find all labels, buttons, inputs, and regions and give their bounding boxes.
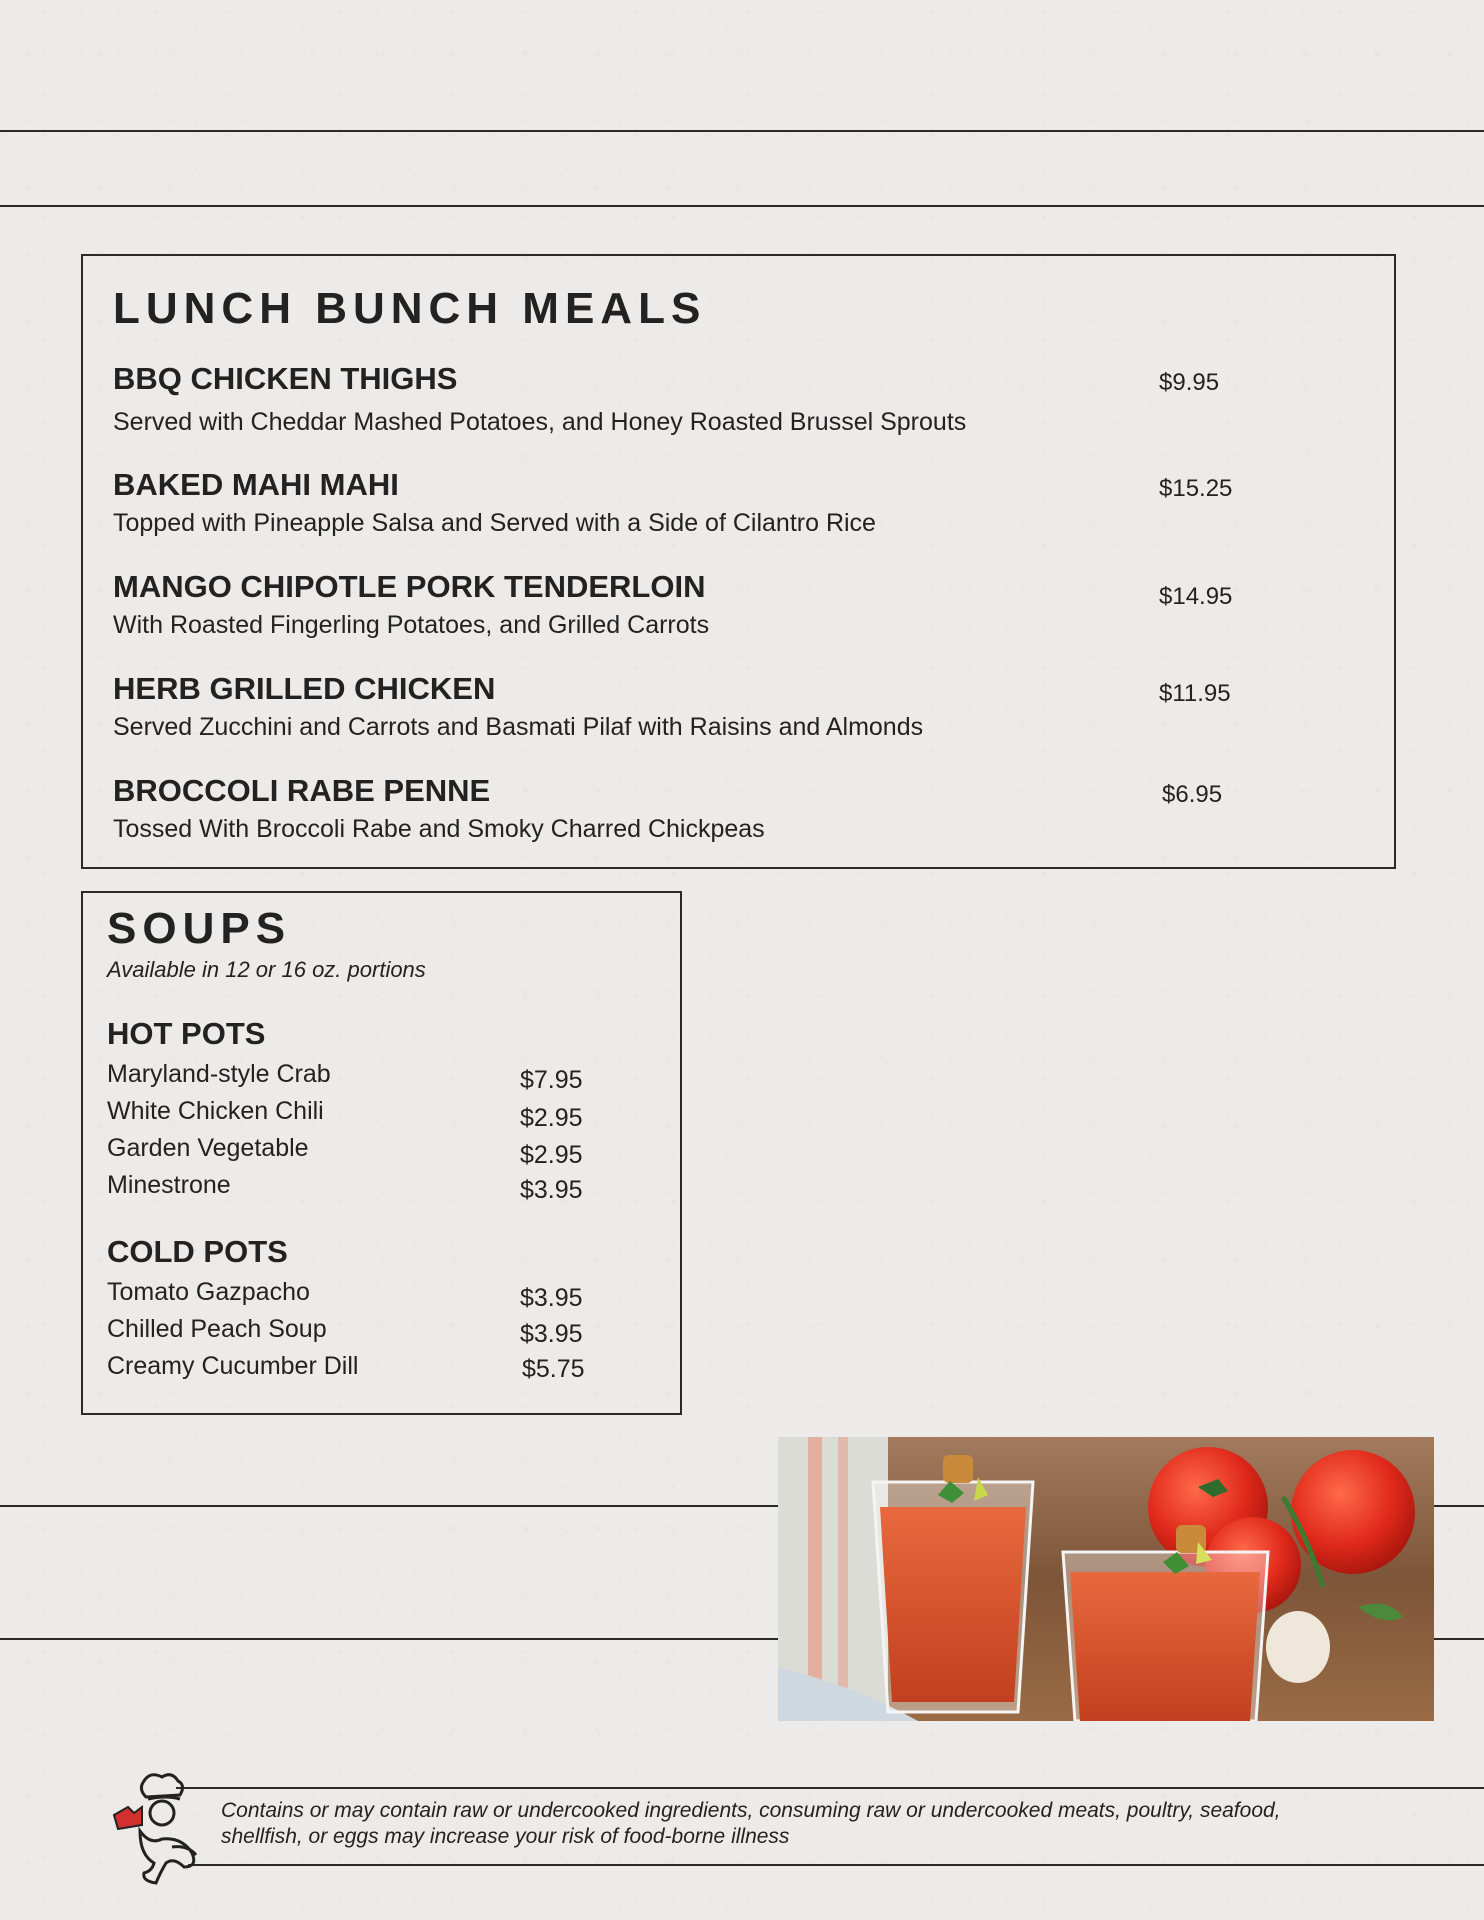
menu-item-name: BBQ CHICKEN THIGHS: [113, 361, 458, 396]
menu-item-description: With Roasted Fingerling Potatoes, and Grilled Carrots: [113, 611, 710, 639]
menu-item-description: Tossed With Broccoli Rabe and Smoky Charred Chickpeas: [113, 815, 765, 843]
menu-item-description: Served with Cheddar Mashed Potatoes, and Honey Roasted Brussel Sprouts: [113, 408, 967, 436]
soup-item-price: $3.95: [520, 1320, 583, 1348]
menu-item-price: $6.95: [1162, 781, 1223, 808]
gazpacho-photo: [778, 1437, 1434, 1721]
hot-pots-title: HOT POTS: [107, 1016, 266, 1051]
menu-item-price: $14.95: [1159, 583, 1233, 610]
soup-item-price: $3.95: [520, 1284, 583, 1312]
soup-item-name: White Chicken Chili: [107, 1097, 324, 1125]
soup-item-name: Minestrone: [107, 1171, 231, 1199]
menu-item-name: HERB GRILLED CHICKEN: [113, 671, 496, 706]
menu-item-name: BAKED MAHI MAHI: [113, 467, 399, 502]
soup-item-name: Chilled Peach Soup: [107, 1315, 327, 1343]
footer-rule-1: [176, 1787, 1484, 1789]
soups-portion-note: Available in 12 or 16 oz. portions: [107, 957, 426, 982]
top-rule-1: [0, 130, 1484, 132]
soup-item-name: Tomato Gazpacho: [107, 1278, 310, 1306]
disclaimer-line: Contains or may contain raw or undercooked ingredients, consuming raw or undercooked meats, poultry, seafood,: [221, 1799, 1281, 1822]
soup-item-name: Creamy Cucumber Dill: [107, 1352, 359, 1380]
soup-item-name: Garden Vegetable: [107, 1134, 309, 1162]
menu-item-description: Served Zucchini and Carrots and Basmati Pilaf with Raisins and Almonds: [113, 713, 924, 741]
footer-rule-2: [188, 1864, 1484, 1866]
allergen-disclaimer: [221, 1798, 1281, 1850]
soup-item-name: Maryland-style Crab: [107, 1060, 331, 1088]
chef-logo-icon: [110, 1773, 206, 1885]
soups-section-title: SOUPS: [107, 904, 292, 953]
soup-item-price: $7.95: [520, 1066, 583, 1094]
disclaimer-line: shellfish, or eggs may increase your risk of food-borne illness: [221, 1825, 790, 1848]
soup-item-price: $5.75: [522, 1355, 585, 1383]
soup-item-price: $2.95: [520, 1141, 583, 1169]
menu-item-name: BROCCOLI RABE PENNE: [113, 773, 491, 808]
menu-item-name: MANGO CHIPOTLE PORK TENDERLOIN: [113, 569, 706, 604]
menu-item-description: Topped with Pineapple Salsa and Served with a Side of Cilantro Rice: [113, 509, 876, 537]
cold-pots-title: COLD POTS: [107, 1234, 288, 1269]
soup-item-price: $3.95: [520, 1176, 583, 1204]
top-rule-2: [0, 205, 1484, 207]
menu-item-price: $11.95: [1159, 680, 1231, 707]
lunch-section-title: LUNCH BUNCH MEALS: [113, 284, 707, 333]
menu-item-price: $15.25: [1159, 475, 1233, 502]
menu-item-price: $9.95: [1159, 369, 1220, 396]
soup-item-price: $2.95: [520, 1104, 583, 1132]
